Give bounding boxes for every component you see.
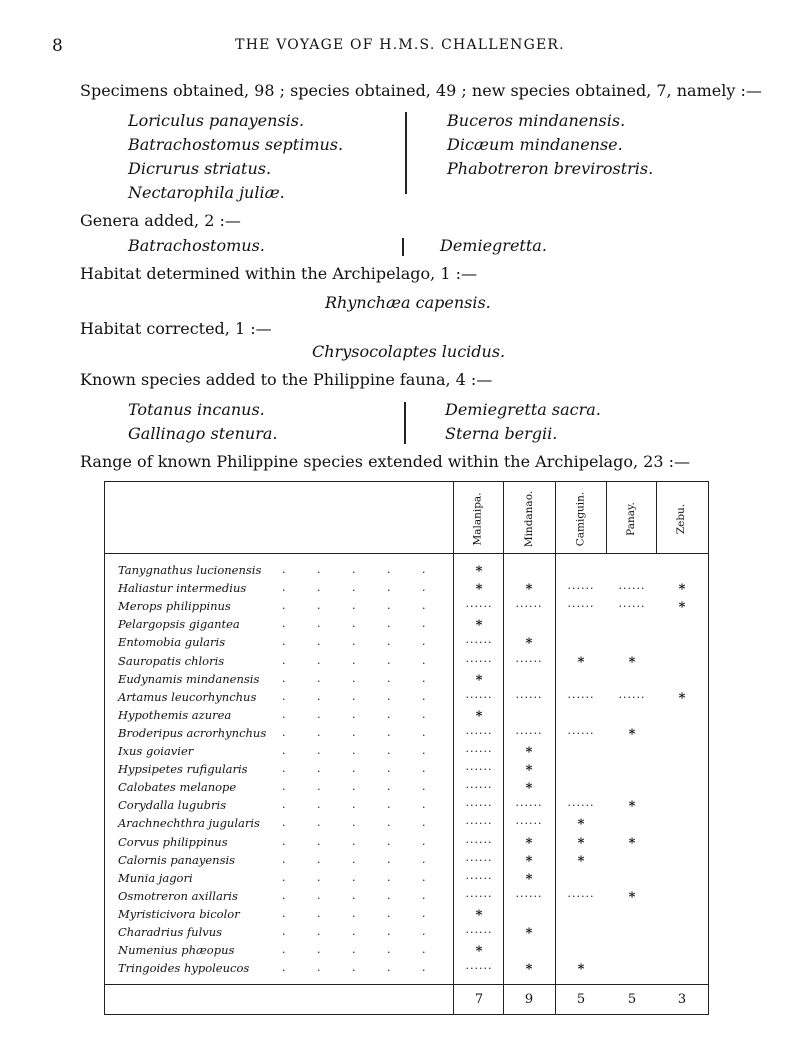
absence-dots: ......	[515, 814, 543, 827]
absence-dots: ......	[618, 597, 646, 610]
range-heading: Range of known Philippine species extended within the Archipelago, 23 :—	[80, 452, 690, 471]
leader-dots: . . . . .	[282, 581, 426, 594]
species-name: Numenius phæopus	[118, 943, 235, 957]
species-name: Osmotreron axillaris	[118, 889, 238, 903]
leader-dots: . . . . .	[282, 617, 426, 630]
leader-dots: . . . . .	[282, 907, 426, 920]
species-name: Haliastur intermedius	[118, 581, 247, 595]
presence-mark: *	[628, 799, 636, 814]
leader-dots: . . . . .	[282, 563, 426, 576]
species-name: Eudynamis mindanensis	[118, 672, 260, 686]
absence-dots: ......	[515, 652, 543, 665]
habitat-corrected-species: Chrysocolaptes lucidus.	[312, 342, 506, 361]
species-name: Calornis panayensis	[118, 853, 236, 867]
presence-mark: *	[577, 854, 585, 869]
presence-mark: *	[475, 709, 483, 724]
presence-mark: *	[525, 962, 533, 977]
presence-mark: *	[475, 673, 483, 688]
new-species-item: Dicrurus striatus.	[128, 159, 272, 178]
species-name: Sauropatis chloris	[118, 654, 225, 668]
presence-mark: *	[475, 944, 483, 959]
species-name: Broderipus acrorhynchus	[118, 726, 267, 740]
species-name: Hypothemis azurea	[118, 708, 232, 722]
column-total: 5	[627, 992, 637, 1007]
absence-dots: ......	[465, 959, 493, 972]
species-name: Pelargopsis gigantea	[118, 617, 240, 631]
known-added-item: Sterna bergii.	[445, 424, 558, 443]
known-added-item: Totanus incanus.	[128, 400, 265, 419]
new-species-item: Buceros mindanensis.	[447, 111, 626, 130]
new-species-item: Dicæum mindanense.	[447, 135, 623, 154]
species-name: Myristicivora bicolor	[118, 907, 240, 921]
species-name: Entomobia gularis	[118, 635, 226, 649]
absence-dots: ......	[465, 742, 493, 755]
presence-mark: *	[628, 655, 636, 670]
new-species-item: Loriculus panayensis.	[128, 111, 305, 130]
absence-dots: ......	[515, 724, 543, 737]
genera-item: Batrachostomus.	[128, 236, 265, 255]
absence-dots: ......	[465, 869, 493, 882]
species-name: Corydalla lugubris	[118, 798, 227, 812]
species-name: Ixus goiavier	[118, 744, 194, 758]
known-added-item: Demiegretta sacra.	[445, 400, 601, 419]
presence-mark: *	[525, 763, 533, 778]
species-name: Corvus philippinus	[118, 835, 228, 849]
species-name: Artamus leucorhynchus	[118, 690, 257, 704]
genera-item: Demiegretta.	[440, 236, 547, 255]
absence-dots: ......	[465, 851, 493, 864]
presence-mark: *	[475, 582, 483, 597]
leader-dots: . . . . .	[282, 780, 426, 793]
column-header: Panay.	[625, 502, 638, 536]
absence-dots: ......	[465, 652, 493, 665]
specimen-summary: Specimens obtained, 98 ; species obtained, 49 ; new species obtained, 7, namely :—	[80, 81, 762, 100]
absence-dots: ......	[567, 597, 595, 610]
presence-mark: *	[628, 890, 636, 905]
species-name: Arachnechthra jugularis	[118, 816, 260, 830]
table-column-rule	[606, 482, 607, 553]
absence-dots: ......	[515, 597, 543, 610]
presence-mark: *	[678, 600, 686, 615]
absence-dots: ......	[567, 887, 595, 900]
absence-dots: ......	[618, 688, 646, 701]
leader-dots: . . . . .	[282, 853, 426, 866]
table-column-rule	[656, 482, 657, 553]
absence-dots: ......	[465, 760, 493, 773]
column-header: Mindanao.	[523, 490, 536, 548]
habitat-corrected-heading: Habitat corrected, 1 :—	[80, 319, 272, 338]
leader-dots: . . . . .	[282, 672, 426, 685]
absence-dots: ......	[465, 633, 493, 646]
presence-mark: *	[577, 836, 585, 851]
leader-dots: . . . . .	[282, 943, 426, 956]
running-title: THE VOYAGE OF H.M.S. CHALLENGER.	[235, 37, 565, 53]
leader-dots: . . . . .	[282, 744, 426, 757]
absence-dots: ......	[515, 796, 543, 809]
presence-mark: *	[525, 926, 533, 941]
presence-mark: *	[525, 872, 533, 887]
presence-mark: *	[628, 836, 636, 851]
absence-dots: ......	[465, 923, 493, 936]
species-name: Tringoides hypoleucos	[118, 961, 250, 975]
leader-dots: . . . . .	[282, 708, 426, 721]
column-total: 5	[576, 992, 586, 1007]
leader-dots: . . . . .	[282, 798, 426, 811]
column-total: 7	[474, 992, 484, 1007]
presence-mark: *	[525, 836, 533, 851]
column-header: Camiguin.	[574, 491, 586, 547]
column-header: Malanipa.	[472, 492, 485, 546]
absence-dots: ......	[465, 814, 493, 827]
absence-dots: ......	[567, 724, 595, 737]
page-number: 8	[52, 36, 63, 56]
column-total: 3	[677, 992, 687, 1007]
leader-dots: . . . . .	[282, 690, 426, 703]
new-species-item: Phabotreron brevirostris.	[447, 159, 654, 178]
presence-mark: *	[678, 582, 686, 597]
column-total: 9	[524, 992, 534, 1007]
new-species-item: Batrachostomus septimus.	[128, 135, 344, 154]
new-species-item: Nectarophila juliæ.	[128, 183, 285, 202]
absence-dots: ......	[465, 597, 493, 610]
column-header: Zebu.	[675, 503, 687, 535]
column-divider	[404, 402, 406, 444]
presence-mark: *	[525, 781, 533, 796]
presence-mark: *	[525, 636, 533, 651]
presence-mark: *	[577, 962, 585, 977]
leader-dots: . . . . .	[282, 599, 426, 612]
absence-dots: ......	[465, 796, 493, 809]
absence-dots: ......	[567, 796, 595, 809]
leader-dots: . . . . .	[282, 871, 426, 884]
column-divider	[402, 238, 404, 256]
presence-mark: *	[525, 854, 533, 869]
absence-dots: ......	[465, 887, 493, 900]
leader-dots: . . . . .	[282, 925, 426, 938]
leader-dots: . . . . .	[282, 816, 426, 829]
table-header-rule	[105, 553, 708, 554]
species-name: Charadrius fulvus	[118, 925, 223, 939]
leader-dots: . . . . .	[282, 726, 426, 739]
absence-dots: ......	[465, 833, 493, 846]
absence-dots: ......	[515, 887, 543, 900]
presence-mark: *	[678, 691, 686, 706]
column-divider	[405, 112, 407, 194]
species-name: Tanygnathus lucionensis	[118, 563, 262, 577]
habitat-determined-species: Rhynchæa capensis.	[325, 293, 491, 312]
absence-dots: ......	[465, 724, 493, 737]
species-name: Munia jagori	[118, 871, 193, 885]
species-name: Hypsipetes rufigularis	[118, 762, 248, 776]
presence-mark: *	[577, 817, 585, 832]
known-added-item: Gallinago stenura.	[128, 424, 278, 443]
presence-mark: *	[475, 618, 483, 633]
table-column-rule	[555, 482, 556, 1014]
species-name: Calobates melanope	[118, 780, 237, 794]
presence-mark: *	[577, 655, 585, 670]
presence-mark: *	[525, 745, 533, 760]
absence-dots: ......	[567, 579, 595, 592]
genera-heading: Genera added, 2 :—	[80, 211, 241, 230]
absence-dots: ......	[567, 688, 595, 701]
presence-mark: *	[525, 582, 533, 597]
leader-dots: . . . . .	[282, 762, 426, 775]
presence-mark: *	[475, 908, 483, 923]
leader-dots: . . . . .	[282, 635, 426, 648]
leader-dots: . . . . .	[282, 654, 426, 667]
absence-dots: ......	[515, 688, 543, 701]
table-total-rule	[105, 984, 708, 985]
absence-dots: ......	[618, 579, 646, 592]
presence-mark: *	[475, 564, 483, 579]
leader-dots: . . . . .	[282, 835, 426, 848]
absence-dots: ......	[465, 778, 493, 791]
species-name: Merops philippinus	[118, 599, 231, 613]
known-added-heading: Known species added to the Philippine fauna, 4 :—	[80, 370, 493, 389]
leader-dots: . . . . .	[282, 961, 426, 974]
habitat-determined-heading: Habitat determined within the Archipelago, 1 :—	[80, 264, 477, 283]
leader-dots: . . . . .	[282, 889, 426, 902]
presence-mark: *	[628, 727, 636, 742]
absence-dots: ......	[465, 688, 493, 701]
